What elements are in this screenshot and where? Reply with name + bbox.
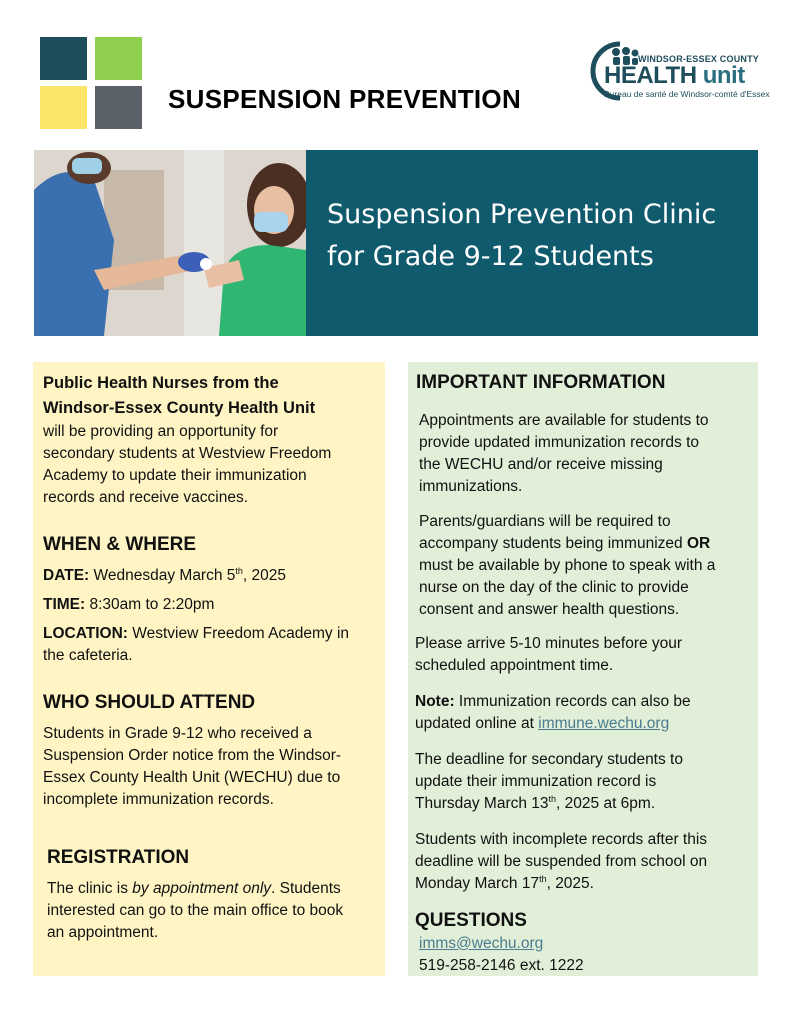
reg-line2: interested can go to the main office to book bbox=[47, 902, 344, 919]
dl-sup: th bbox=[548, 793, 557, 804]
immune-link[interactable]: immune.wechu.org bbox=[538, 715, 670, 732]
brand-squares bbox=[40, 37, 142, 129]
reg-line1b: by appointment only bbox=[132, 880, 272, 897]
p1-line2: provide updated immunization records to bbox=[419, 434, 700, 451]
location-value-2: the cafeteria. bbox=[43, 647, 133, 664]
page-title: SUSPENSION PREVENTION bbox=[168, 84, 522, 114]
dl-line2: update their immunization record is bbox=[415, 773, 657, 790]
square-green bbox=[95, 37, 142, 80]
right-info-panel bbox=[408, 362, 758, 976]
date-sup: th bbox=[235, 565, 243, 576]
who-line4: incomplete immunization records. bbox=[43, 791, 274, 808]
p3-line1: Please arrive 5-10 minutes before your bbox=[415, 635, 683, 652]
intro-text bbox=[43, 421, 331, 509]
arrive-paragraph bbox=[415, 633, 682, 677]
registration-text bbox=[47, 878, 343, 944]
date-line bbox=[43, 565, 286, 587]
p1-line4: immunizations. bbox=[419, 478, 523, 495]
reg-line3: an appointment. bbox=[47, 924, 159, 941]
location-line bbox=[43, 623, 349, 667]
p2-or: OR bbox=[686, 535, 711, 552]
p1-line1: Appointments are available for students to bbox=[419, 412, 709, 429]
time-value: 8:30am to 2:20pm bbox=[85, 596, 215, 613]
who-line2: Suspension Order notice from the Windsor- bbox=[43, 747, 342, 764]
p2-line1: Parents/guardians will be required to bbox=[419, 513, 671, 530]
logo-top-text: WINDSOR-ESSEX COUNTY bbox=[638, 54, 760, 64]
deadline-paragraph bbox=[415, 749, 683, 815]
intro-line4: records and receive vaccines. bbox=[43, 489, 249, 506]
note-paragraph bbox=[415, 691, 691, 735]
p2-line2a: accompany students being immunized bbox=[419, 535, 687, 552]
appointments-paragraph bbox=[419, 410, 709, 498]
intro-bold-line2: Windsor-Essex County Health Unit bbox=[43, 399, 316, 417]
left-info-panel bbox=[33, 362, 385, 976]
date-year: , 2025 bbox=[242, 567, 287, 584]
note-label: Note: bbox=[415, 693, 455, 710]
who-attend-heading: WHO SHOULD ATTEND bbox=[43, 692, 256, 713]
intro-line2: secondary students at Westview Freedom bbox=[43, 445, 332, 462]
email-link[interactable]: imms@wechu.org bbox=[419, 935, 544, 952]
intro-line3: Academy to update their immunization bbox=[43, 467, 307, 484]
logo-main-health: HEALTH bbox=[604, 62, 697, 89]
square-dark-teal bbox=[40, 37, 87, 80]
square-gray bbox=[95, 86, 142, 129]
health-unit-logo bbox=[590, 40, 770, 102]
logo-sub-text: Bureau de santé de Windsor-comté d'Essex bbox=[604, 89, 770, 99]
inc-line3b: , 2025. bbox=[546, 875, 594, 892]
intro-line1: will be providing an opportunity for bbox=[43, 423, 279, 440]
p3-line2: scheduled appointment time. bbox=[415, 657, 614, 674]
p2-line4: nurse on the day of the clinic to provide bbox=[419, 579, 689, 596]
who-attend-text bbox=[43, 723, 341, 811]
questions-heading: QUESTIONS bbox=[415, 910, 527, 931]
banner-heading-line1: Suspension Prevention Clinic bbox=[327, 199, 717, 230]
incomplete-paragraph bbox=[415, 829, 707, 895]
inc-line2: deadline will be suspended from school on bbox=[415, 853, 708, 870]
parents-paragraph bbox=[419, 511, 715, 621]
note-line1: Immunization records can also be bbox=[454, 693, 691, 710]
phone-number: 519-258-2146 ext. 1222 bbox=[419, 957, 584, 974]
time-label: TIME: bbox=[43, 596, 86, 613]
when-where-heading: WHEN & WHERE bbox=[43, 534, 197, 555]
reg-line1c: . Students bbox=[271, 880, 341, 897]
intro-bold bbox=[43, 371, 315, 421]
inc-line1: Students with incomplete records after this bbox=[415, 831, 708, 848]
hero-banner bbox=[34, 150, 758, 336]
logo-main-unit: unit bbox=[696, 62, 745, 89]
inc-sup: th bbox=[539, 873, 547, 884]
questions-contact bbox=[419, 933, 584, 977]
who-line1: Students in Grade 9-12 who received a bbox=[43, 725, 312, 742]
p1-line3: the WECHU and/or receive missing bbox=[419, 456, 663, 473]
date-value: Wednesday March 5 bbox=[89, 567, 236, 584]
intro-bold-line1: Public Health Nurses from the bbox=[43, 374, 279, 392]
dl-line3b: , 2025 at 6pm. bbox=[556, 795, 656, 812]
banner-heading-line2: for Grade 9-12 Students bbox=[327, 241, 654, 272]
dl-line1: The deadline for secondary students to bbox=[415, 751, 683, 768]
logo-main-text bbox=[604, 62, 745, 90]
p2-line3: must be available by phone to speak with a bbox=[419, 557, 716, 574]
location-label: LOCATION: bbox=[43, 625, 128, 642]
note-line2: updated online at bbox=[415, 715, 539, 732]
important-info-heading: IMPORTANT INFORMATION bbox=[416, 372, 666, 393]
banner-photo bbox=[34, 150, 306, 336]
p2-line5: consent and answer health questions. bbox=[419, 601, 680, 618]
reg-line1a: The clinic is bbox=[47, 880, 133, 897]
square-yellow bbox=[40, 86, 87, 129]
registration-heading: REGISTRATION bbox=[47, 847, 190, 868]
date-label: DATE: bbox=[43, 567, 90, 584]
dl-line3a: Thursday March 13 bbox=[415, 795, 549, 812]
inc-line3a: Monday March 17 bbox=[415, 875, 540, 892]
location-value: Westview Freedom Academy in bbox=[127, 625, 350, 642]
time-line bbox=[43, 594, 214, 616]
banner-heading bbox=[327, 194, 716, 278]
nurse-vaccinating-student-photo bbox=[34, 150, 306, 336]
who-line3: Essex County Health Unit (WECHU) due to bbox=[43, 769, 341, 786]
